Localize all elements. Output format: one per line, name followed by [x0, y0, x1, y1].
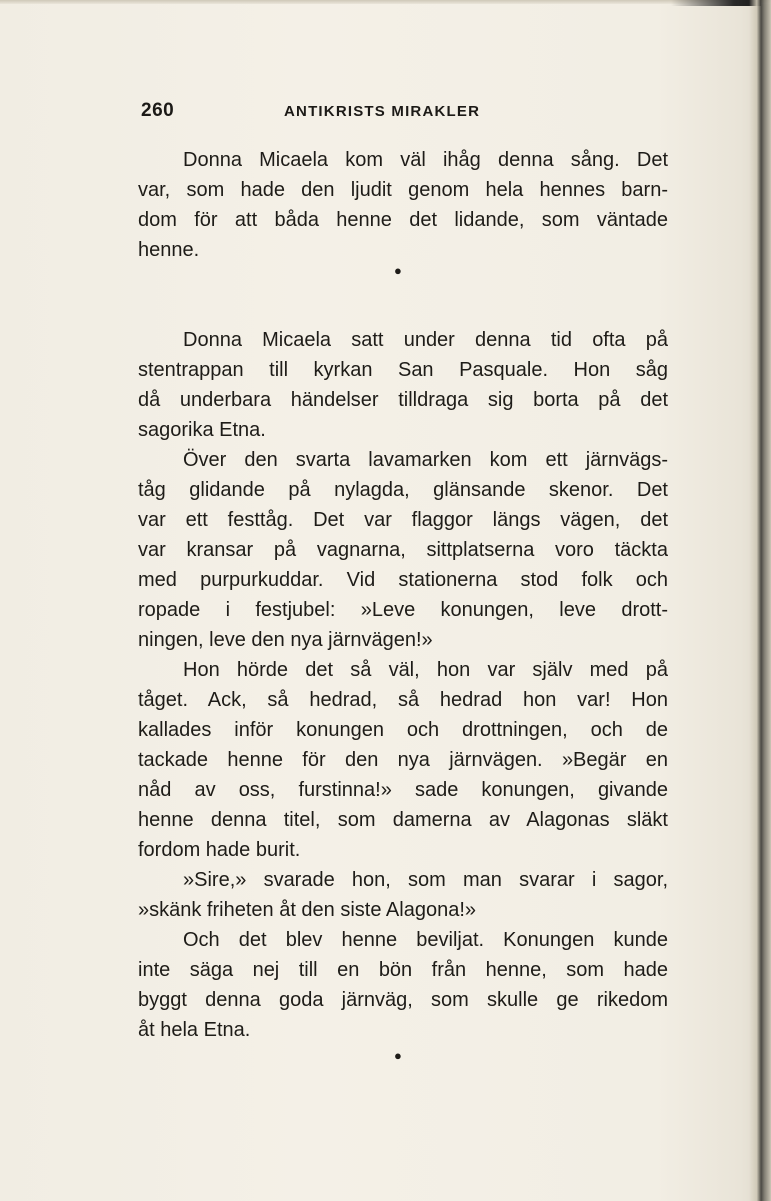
page-number: 260: [141, 100, 175, 121]
text-line: var kransar på vagnarna, sittplatserna voro täckta: [138, 539, 668, 561]
text-line: »Sire,» svarade hon, som man svarar i sagor,: [183, 869, 668, 891]
text-line: tåg glidande på nylagda, glänsande skenor. Det: [138, 479, 668, 501]
text-line: Donna Micaela kom väl ihåg denna sång. Det: [183, 149, 668, 171]
section-separator-dot: ●: [394, 1048, 402, 1063]
text-line: »skänk friheten åt den siste Alagona!»: [138, 899, 477, 921]
text-line: tåget. Ack, så hedrad, så hedrad hon var! Hon: [138, 689, 668, 711]
text-line: var, som hade den ljudit genom hela hennes barn-: [138, 179, 668, 201]
page-gutter-shadow: [749, 0, 771, 1201]
text-line: Hon hörde det så väl, hon var själv med på: [183, 659, 668, 681]
text-line: Och det blev henne beviljat. Konungen kunde: [183, 929, 668, 951]
text-line: Donna Micaela satt under denna tid ofta på: [183, 329, 668, 351]
page-header: [141, 100, 669, 130]
text-line: kallades inför konungen och drottningen, och de: [138, 719, 668, 741]
page-top-edge: [0, 0, 771, 4]
text-line: nåd av oss, furstinna!» sade konungen, givande: [138, 779, 668, 801]
text-line: henne denna titel, som damerna av Alagonas släkt: [138, 809, 668, 831]
section-gap: [138, 265, 668, 325]
text-line: byggt denna goda järnväg, som skulle ge rikedom: [138, 989, 668, 1011]
text-line: stentrappan till kyrkan San Pasquale. Hon såg: [138, 359, 668, 381]
binding-mark: [671, 0, 761, 6]
text-line: fordom hade burit.: [138, 839, 301, 861]
text-line: ropade i festjubel: »Leve konungen, leve drott-: [138, 599, 668, 621]
text-line: sagorika Etna.: [138, 419, 266, 441]
text-line: med purpurkuddar. Vid stationerna stod folk och: [138, 569, 668, 591]
text-line: inte säga nej till en bön från henne, som hade: [138, 959, 668, 981]
running-head: ANTIKRISTS MIRAKLER: [284, 103, 481, 120]
text-line: dom för att båda henne det lidande, som väntade: [138, 209, 668, 231]
section-separator-dot: ●: [394, 263, 402, 278]
text-line: tackade henne för den nya järnvägen. »Begär en: [138, 749, 668, 771]
text-line: ningen, leve den nya järnvägen!»: [138, 629, 433, 651]
text-line: Över den svarta lavamarken kom ett järnvägs-: [183, 449, 668, 471]
text-line: då underbara händelser tilldraga sig borta på det: [138, 389, 668, 411]
body-text: [138, 145, 668, 1045]
text-line: var ett festtåg. Det var flaggor längs vägen, det: [138, 509, 668, 531]
text-line: åt hela Etna.: [138, 1019, 251, 1041]
text-line: henne.: [138, 239, 200, 261]
